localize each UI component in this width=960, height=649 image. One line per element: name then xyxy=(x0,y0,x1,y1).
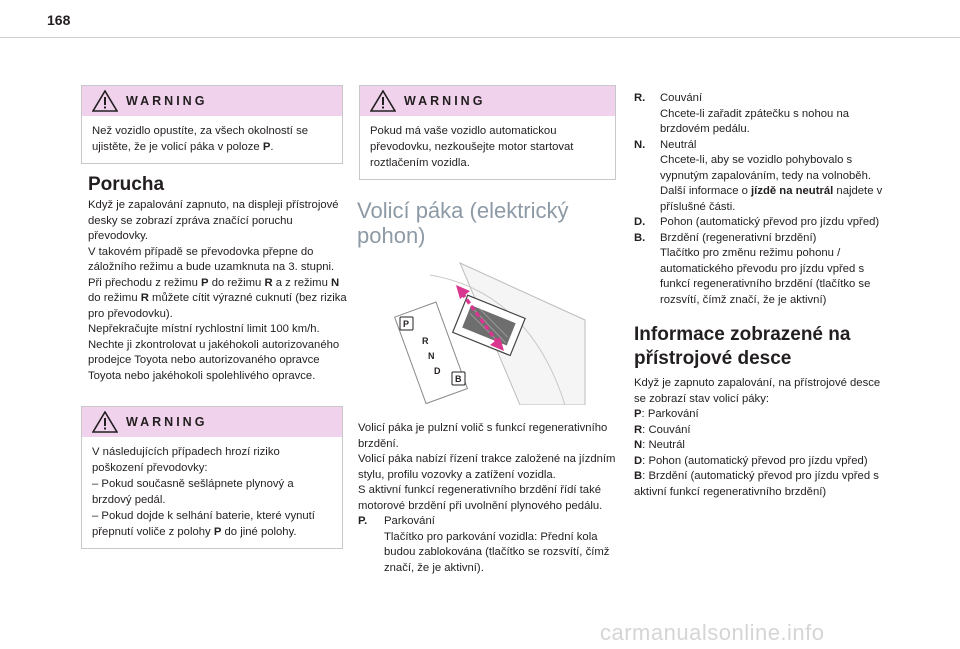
heading-volici-paka: Volicí páka (elektrický pohon) xyxy=(357,198,569,248)
volici-paka-text: Volicí páka je pulzní volič s funkcí regenerativního brzdění. Volicí páka nabízí řízení trakce založené na jízdním stylu, profilu vozovky a zatížení vozidla. S aktivní funkcí regenerativního brzdění řídí také motorové brzdění při uvolnění plynového pedálu. P. Parkování Tlačítko pro parkování vozidla: Přední kola budou zablokována (tlačítko se rozsvítí, čímž značí, že je aktivní). xyxy=(358,421,618,576)
watermark: carmanualsonline.info xyxy=(600,620,825,645)
gear-label-b: B xyxy=(455,374,462,384)
gear-label-n: N xyxy=(428,351,435,361)
gear-label-d: D xyxy=(434,366,441,376)
porucha-text: Když je zapalování zapnuto, na displeji přístrojové desky se zobrazí zpráva značící poruchu převodovky. V takovém případě se převodovka přepne do záložního režimu a bude uzamknuta na 3. stupni. Při přechodu z režimu P do režimu R a z režimu N do režimu R můžete cítit výrazné cuknutí (bez rizika pro převodovku). Nepřekračujte místní rychlostní limit 100 km/h. Nechte ji zkontrolovat u jakéhokoli autorizovaného prodejce Toyota nebo autorizovaného opravce Toyota nebo jakéhokoli spolehlivého opravce. xyxy=(88,199,347,382)
item-neutral: N. Neutrál Chcete-li, aby se vozidlo pohybovalo s vypnutým zapalováním, tedy na volnoběh. Další informace o jízdě na neutrál najdete v příslušné části. xyxy=(634,138,883,213)
warning-header xyxy=(360,86,615,116)
warning-triangle-icon xyxy=(92,411,118,433)
page-number: 168 xyxy=(47,12,71,28)
warning-box-push-start xyxy=(359,85,616,180)
warning-text: Než vozidlo opustíte, za všech okolností se ujistěte, že je volicí páka v poloze P. xyxy=(92,125,309,153)
gear-label-r: R xyxy=(422,336,429,346)
informace-text: Když je zapnuto zapalování, na přístrojové desce se zobrazí stav volicí páky: P: Parkování R: Couvání N: Neutrál D: Pohon (automatický převod pro jízdu vpřed) B: Brzdění (automatický převod pro jízdu vpřed s aktivní funkcí regenerativního brzdění) xyxy=(634,377,881,498)
header-rule xyxy=(0,37,960,38)
gear-selector-illustration xyxy=(370,255,602,405)
gear-positions-list xyxy=(634,91,894,308)
warning-triangle-icon xyxy=(370,90,396,112)
warning-title: WARNING xyxy=(126,94,208,108)
warning-box-damage xyxy=(81,406,343,549)
item-pohon: D. Pohon (automatický převod pro jízdu vpřed) xyxy=(634,216,880,228)
item-brzdeni: B. Brzdění (regenerativní brzdění) Tlačítko pro změnu režimu pohonu / automatického převodu pro jízdu vpřed s funkcí regenerativního brzdění (tlačítko se rozsvítí, čímž značí, že je aktivní) xyxy=(634,231,871,306)
warning-header xyxy=(82,407,342,437)
heading-informace: Informace zobrazené na přístrojové desce xyxy=(634,324,851,369)
warning-title: WARNING xyxy=(126,415,208,429)
warning-title: WARNING xyxy=(404,94,486,108)
gear-label-p: P xyxy=(403,319,410,329)
heading-porucha: Porucha xyxy=(88,174,165,195)
warning-text: Pokud má vaše vozidlo automatickou převodovku, nezkoušejte motor startovat roztlačením vozidla. xyxy=(370,125,574,169)
warning-triangle-icon xyxy=(92,90,118,112)
item-couvani: R. Couvání Chcete-li zařadit zpátečku s nohou na brzdovém pedálu. xyxy=(634,92,850,135)
warning-box-exit xyxy=(81,85,343,164)
item-parkovani: P. Parkování Tlačítko pro parkování vozidla: Přední kola budou zablokována (tlačítko se rozsvítí, čímž značí, že je aktivní). xyxy=(358,515,610,574)
warning-text: V následujících případech hrozí riziko poškození převodovky: – Pokud současně sešlápnete plynový a brzdový pedál. – Pokud dojde k selhání baterie, které vynutí přepnutí voliče z polohy P do jiné polohy. xyxy=(92,446,315,538)
warning-header xyxy=(82,86,342,116)
